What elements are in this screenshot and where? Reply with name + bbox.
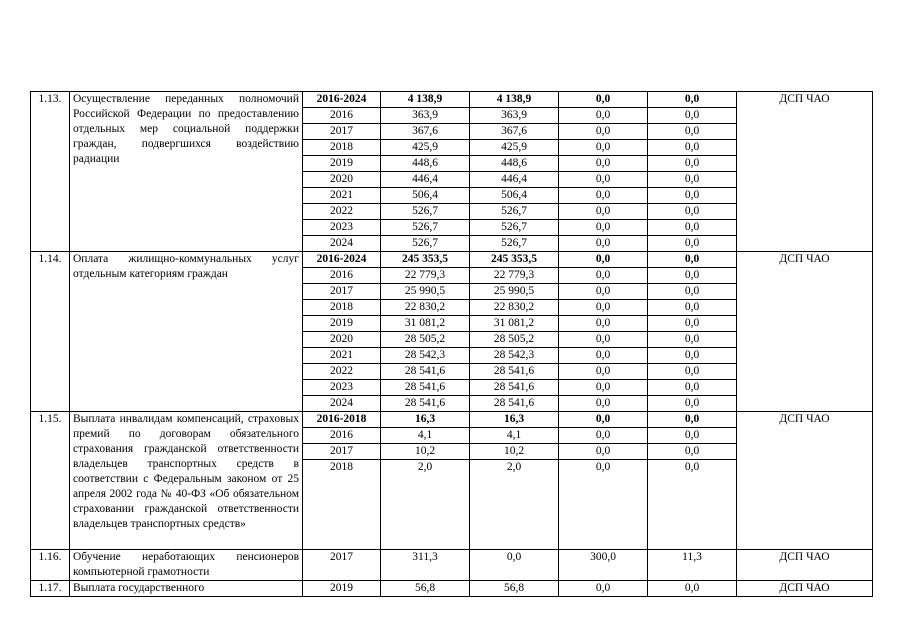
other-sources-cell: 0,0 (648, 108, 737, 124)
other-sources-cell: 0,0 (648, 124, 737, 140)
total-amount-cell: 311,3 (381, 550, 470, 581)
federal-budget-cell: 0,0 (559, 236, 648, 252)
total-amount-cell: 10,2 (381, 444, 470, 460)
district-budget-cell: 526,7 (470, 204, 559, 220)
federal-budget-cell: 0,0 (559, 364, 648, 380)
federal-budget-cell: 0,0 (559, 284, 648, 300)
period-cell: 2016 (303, 108, 381, 124)
table-row (31, 252, 873, 268)
item-number: 1.16. (31, 550, 70, 581)
federal-budget-cell: 0,0 (559, 581, 648, 597)
federal-budget-cell: 0,0 (559, 172, 648, 188)
total-amount-cell: 367,6 (381, 124, 470, 140)
total-amount-cell: 16,3 (381, 412, 470, 428)
federal-budget-cell: 0,0 (559, 156, 648, 172)
district-budget-cell: 28 505,2 (470, 332, 559, 348)
total-amount-cell: 448,6 (381, 156, 470, 172)
other-sources-cell: 0,0 (648, 204, 737, 220)
federal-budget-cell: 0,0 (559, 204, 648, 220)
item-description: Оплата жилищно-коммунальных услуг отдельным категориям граждан (70, 252, 303, 412)
total-amount-cell: 2,0 (381, 460, 470, 550)
district-budget-cell: 28 541,6 (470, 396, 559, 412)
item-description: Выплата государственного (70, 581, 303, 597)
total-amount-cell: 28 541,6 (381, 364, 470, 380)
federal-budget-cell: 0,0 (559, 108, 648, 124)
district-budget-cell: 22 779,3 (470, 268, 559, 284)
total-amount-cell: 526,7 (381, 220, 470, 236)
district-budget-cell: 425,9 (470, 140, 559, 156)
executor-cell: ДСП ЧАО (737, 550, 873, 581)
total-amount-cell: 22 830,2 (381, 300, 470, 316)
federal-budget-cell: 0,0 (559, 412, 648, 428)
period-cell: 2016 (303, 428, 381, 444)
executor-cell: ДСП ЧАО (737, 581, 873, 597)
district-budget-cell: 22 830,2 (470, 300, 559, 316)
other-sources-cell: 0,0 (648, 252, 737, 268)
federal-budget-cell: 0,0 (559, 252, 648, 268)
other-sources-cell: 0,0 (648, 140, 737, 156)
district-budget-cell: 56,8 (470, 581, 559, 597)
other-sources-cell: 0,0 (648, 444, 737, 460)
table-row (31, 550, 873, 581)
item-number: 1.13. (31, 92, 70, 252)
item-description: Выплата инвалидам компенсаций, страховых премий по договорам обязательного страхования гражданской ответственности владельцев транспортных средств в соответствии с Федеральным законом от 25 апреля 2002 года № 40-ФЗ «Об обязательном страховании гражданской ответственности владельцев транспортных средств» (70, 412, 303, 550)
district-budget-cell: 31 081,2 (470, 316, 559, 332)
other-sources-cell: 0,0 (648, 316, 737, 332)
district-budget-cell: 2,0 (470, 460, 559, 550)
district-budget-cell: 363,9 (470, 108, 559, 124)
federal-budget-cell: 0,0 (559, 332, 648, 348)
other-sources-cell: 0,0 (648, 380, 737, 396)
total-amount-cell: 22 779,3 (381, 268, 470, 284)
period-cell: 2017 (303, 124, 381, 140)
total-amount-cell: 28 542,3 (381, 348, 470, 364)
other-sources-cell: 0,0 (648, 332, 737, 348)
other-sources-cell: 0,0 (648, 220, 737, 236)
district-budget-cell: 448,6 (470, 156, 559, 172)
district-budget-cell: 245 353,5 (470, 252, 559, 268)
period-cell: 2019 (303, 156, 381, 172)
period-cell: 2018 (303, 140, 381, 156)
other-sources-cell: 0,0 (648, 460, 737, 550)
item-number: 1.14. (31, 252, 70, 412)
other-sources-cell: 0,0 (648, 396, 737, 412)
total-amount-cell: 28 541,6 (381, 380, 470, 396)
federal-budget-cell: 0,0 (559, 140, 648, 156)
district-budget-cell: 28 542,3 (470, 348, 559, 364)
total-amount-cell: 28 541,6 (381, 396, 470, 412)
federal-budget-cell: 0,0 (559, 188, 648, 204)
other-sources-cell: 0,0 (648, 268, 737, 284)
federal-budget-cell: 0,0 (559, 316, 648, 332)
federal-budget-cell: 0,0 (559, 220, 648, 236)
table-row (31, 412, 873, 428)
period-cell: 2024 (303, 396, 381, 412)
other-sources-cell: 0,0 (648, 172, 737, 188)
other-sources-cell: 11,3 (648, 550, 737, 581)
federal-budget-cell: 0,0 (559, 428, 648, 444)
total-amount-cell: 4,1 (381, 428, 470, 444)
item-description: Осуществление переданных полномочий Российской Федерации по предоставлению отдельных мер социальной поддержки граждан, подвергшихся воздействию радиации (70, 92, 303, 252)
period-cell: 2017 (303, 550, 381, 581)
district-budget-cell: 28 541,6 (470, 380, 559, 396)
period-cell: 2021 (303, 348, 381, 364)
period-cell: 2020 (303, 172, 381, 188)
total-amount-cell: 526,7 (381, 204, 470, 220)
period-cell: 2023 (303, 220, 381, 236)
district-budget-cell: 526,7 (470, 236, 559, 252)
federal-budget-cell: 0,0 (559, 268, 648, 284)
other-sources-cell: 0,0 (648, 364, 737, 380)
other-sources-cell: 0,0 (648, 348, 737, 364)
total-amount-cell: 28 505,2 (381, 332, 470, 348)
period-cell: 2022 (303, 204, 381, 220)
executor-cell: ДСП ЧАО (737, 92, 873, 252)
total-amount-cell: 56,8 (381, 581, 470, 597)
period-cell: 2019 (303, 316, 381, 332)
period-cell: 2021 (303, 188, 381, 204)
federal-budget-cell: 0,0 (559, 124, 648, 140)
total-amount-cell: 425,9 (381, 140, 470, 156)
other-sources-cell: 0,0 (648, 92, 737, 108)
federal-budget-cell: 0,0 (559, 460, 648, 550)
total-amount-cell: 31 081,2 (381, 316, 470, 332)
period-cell: 2016-2024 (303, 252, 381, 268)
item-description: Обучение неработающих пенсионеров компьютерной грамотности (70, 550, 303, 581)
other-sources-cell: 0,0 (648, 236, 737, 252)
other-sources-cell: 0,0 (648, 412, 737, 428)
period-cell: 2024 (303, 236, 381, 252)
district-budget-cell: 28 541,6 (470, 364, 559, 380)
federal-budget-cell: 0,0 (559, 444, 648, 460)
district-budget-cell: 367,6 (470, 124, 559, 140)
period-cell: 2017 (303, 284, 381, 300)
other-sources-cell: 0,0 (648, 188, 737, 204)
federal-budget-cell: 0,0 (559, 92, 648, 108)
period-cell: 2017 (303, 444, 381, 460)
other-sources-cell: 0,0 (648, 284, 737, 300)
period-cell: 2018 (303, 460, 381, 550)
district-budget-cell: 446,4 (470, 172, 559, 188)
district-budget-cell: 25 990,5 (470, 284, 559, 300)
district-budget-cell: 16,3 (470, 412, 559, 428)
period-cell: 2023 (303, 380, 381, 396)
program-funding-table (30, 91, 873, 597)
total-amount-cell: 526,7 (381, 236, 470, 252)
period-cell: 2019 (303, 581, 381, 597)
total-amount-cell: 506,4 (381, 188, 470, 204)
period-cell: 2018 (303, 300, 381, 316)
district-budget-cell: 0,0 (470, 550, 559, 581)
total-amount-cell: 4 138,9 (381, 92, 470, 108)
district-budget-cell: 10,2 (470, 444, 559, 460)
other-sources-cell: 0,0 (648, 428, 737, 444)
executor-cell: ДСП ЧАО (737, 252, 873, 412)
total-amount-cell: 245 353,5 (381, 252, 470, 268)
period-cell: 2022 (303, 364, 381, 380)
total-amount-cell: 25 990,5 (381, 284, 470, 300)
federal-budget-cell: 0,0 (559, 300, 648, 316)
federal-budget-cell: 0,0 (559, 380, 648, 396)
table-row (31, 92, 873, 108)
table-row (31, 581, 873, 597)
district-budget-cell: 4 138,9 (470, 92, 559, 108)
federal-budget-cell: 0,0 (559, 396, 648, 412)
other-sources-cell: 0,0 (648, 300, 737, 316)
total-amount-cell: 363,9 (381, 108, 470, 124)
district-budget-cell: 526,7 (470, 220, 559, 236)
district-budget-cell: 506,4 (470, 188, 559, 204)
total-amount-cell: 446,4 (381, 172, 470, 188)
item-number: 1.15. (31, 412, 70, 550)
item-number: 1.17. (31, 581, 70, 597)
district-budget-cell: 4,1 (470, 428, 559, 444)
period-cell: 2016-2018 (303, 412, 381, 428)
other-sources-cell: 0,0 (648, 156, 737, 172)
executor-cell: ДСП ЧАО (737, 412, 873, 550)
federal-budget-cell: 300,0 (559, 550, 648, 581)
period-cell: 2016-2024 (303, 92, 381, 108)
other-sources-cell: 0,0 (648, 581, 737, 597)
federal-budget-cell: 0,0 (559, 348, 648, 364)
period-cell: 2020 (303, 332, 381, 348)
period-cell: 2016 (303, 268, 381, 284)
